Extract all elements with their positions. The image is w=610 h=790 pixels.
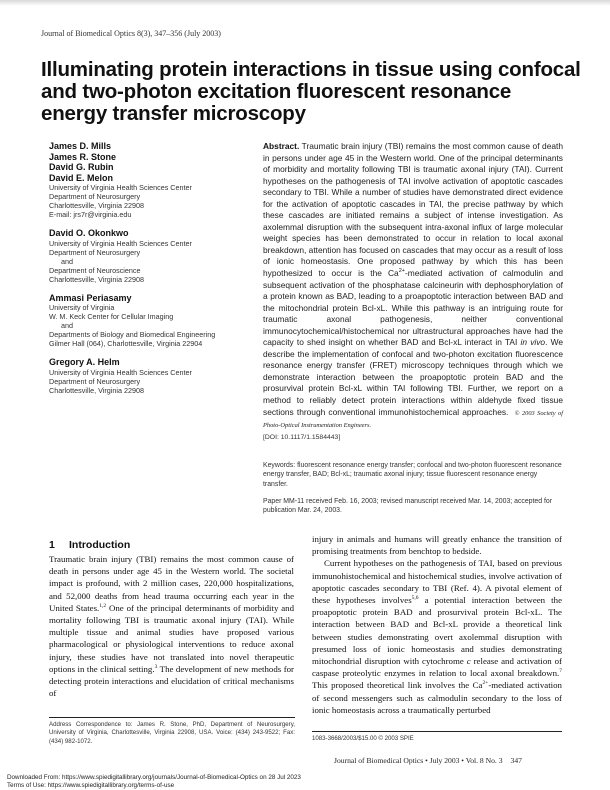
affiliation-line: and	[61, 321, 73, 330]
paragraph-text: Traumatic brain injury (TBI) remains the most common cause of death in persons under age 45 in the Western world. The societal impact is profound, with 2 million cases, 220,000 hospitalizations, and 52,000 deaths from head trauma occurring each year in the United States.	[49, 554, 294, 613]
italic-term: c	[466, 656, 471, 667]
citation[interactable]: 3	[154, 663, 158, 670]
abstract-italic: in vivo	[520, 337, 546, 348]
affiliation-line: Gilmer Hall (064), Charlottesville, Virginia 22904	[49, 339, 203, 348]
affiliation-line: Department of Neuroscience	[49, 265, 141, 275]
paragraph-text: This proposed theoretical link involves the Ca	[312, 680, 483, 691]
affiliation-line: University of Virginia Health Sciences Center	[49, 238, 192, 248]
author-name: James R. Stone	[49, 151, 117, 162]
author-group	[49, 228, 264, 284]
email[interactable]: E-mail: jrs7r@virginia.edu	[49, 210, 132, 219]
paragraph: injury in animals and humans will greatly enhance the transition of promising treatments from benchtop to bedside.	[312, 534, 562, 557]
author-name: Gregory A. Helm	[49, 357, 120, 367]
paragraph-text: -mediated activation of second messengers such as calmodulin secondary to the loss of ionic homeostasis across a traumatically perturbed	[312, 680, 562, 715]
abstract-text: . We describe the implementation of confocal and two-photon excitation fluorescence resonance energy transfer (FRET) microscopy techniques through which we demonstrate interaction between the proapoptotic protein BAD and the prosurvival protein Bcl-xL within TAI following TBI. Further, we report on a method to reliably detect protein interactions within aldehyde fixed tissue sections through conventional immunohistochemical approaches.	[263, 337, 563, 417]
affiliation-line: Charlottesville, Virginia 22908	[49, 274, 144, 284]
section-title: Introduction	[69, 539, 131, 551]
affiliation-line: Department of Neurosurgery	[49, 247, 141, 257]
issn-divider	[312, 731, 562, 732]
affiliation-line: Department of Neurosurgery	[49, 376, 141, 386]
affiliation-line: Department of Neurosurgery	[49, 192, 141, 201]
affiliation-line: and	[61, 256, 73, 266]
superscript: 2+	[482, 680, 489, 687]
abstract-label: Abstract.	[263, 141, 300, 151]
footer-journal-info: Journal of Biomedical Optics • July 2003 • Vol. 8 No. 3	[334, 756, 503, 765]
author-name: James D. Mills	[49, 141, 112, 151]
page-footer	[334, 756, 522, 765]
author-name: David E. Melon	[49, 172, 114, 183]
paragraph	[49, 553, 294, 699]
correspondence-footnote: Address Correspondence to: James R. Stone, PhD, Department of Neurosurgery, University of Virginia, Charlottesville, Virginia 22908, USA. Voice: (434) 243-9522; Fax: (434) 982-1072.	[49, 721, 295, 745]
affiliation-line: University of Virginia Health Sciences Center	[49, 183, 192, 192]
author-name: David G. Rubin	[49, 162, 114, 172]
affiliation-line: University of Virginia	[49, 303, 115, 312]
copyright-notice: © 2003 Society of Photo-Optical Instrumentation Engineers.	[263, 409, 563, 430]
abstract-text: Traumatic brain injury (TBI) remains the most common cause of death in persons under age 45 in the Western world. One of the principal determinants of morbidity and mortality following TBI is traumatic axonal injury (TAI). Current hypotheses on the pathogenesis of TAI involve activation of apoptotic cascades secondary to TBI. While a number of studies have demonstrated direct evidence for the activation of apoptotic cascades in TAI, the precise pathway by which these cascades are initiated remains a subject of intense investigation. As axolemmal disruption with the subsequent intra-axonal influx of large molecular weight species has been demonstrated to occur in relation to local axonal breakdown, attention has focused on cascades that may occur as a result of loss of ionic homeostasis. One proposed pathway by which this has been hypothesized to occur is the Ca	[263, 141, 563, 279]
download-notice	[7, 774, 301, 790]
author-group	[49, 293, 264, 349]
section-heading	[49, 539, 130, 551]
paragraph	[312, 557, 562, 716]
terms-of-use-link[interactable]: Terms of Use: https://www.spiedigitallibrary.org/terms-of-use	[7, 782, 175, 789]
body-column-right	[312, 533, 562, 716]
affiliation-line: University of Virginia Health Sciences Center	[49, 367, 192, 377]
download-source-link[interactable]: Downloaded From: https://www.spiedigitallibrary.org/journals/Journal-of-Biomedical-Optics on 28 Jul 2023	[7, 774, 301, 781]
paragraph-text: a potential interaction between the proapoptotic protein BAD and prosurvival protein Bcl-xL. The interaction between BAD and Bcl-xL provide a theoretical link between studies demonstrating overt axolemmal disruption with presumed loss of ionic homeostasis and studies demonstrating mitochondrial disruption with cytochrome	[312, 595, 562, 667]
paragraph-text: Current hypotheses on the pathogenesis of TAI, based on previous immunohistochemical and histochemical studies, involve activation of apoptotic cascades secondary to TBI (Ref. 4). A pivotal element of these hypotheses involves	[312, 558, 562, 606]
doi[interactable]: [DOI: 10.1117/1.1584443]	[263, 433, 341, 441]
footnote-divider	[49, 717, 295, 718]
affiliation-line: Charlottesville, Virginia 22908	[49, 385, 144, 395]
affiliation-line: Charlottesville, Virginia 22908	[49, 201, 144, 210]
received-dates: Paper MM-11 received Feb. 16, 2003; revised manuscript received Mar. 14, 2003; accepted for publication Mar. 24, 2003.	[263, 498, 553, 515]
abstract	[263, 141, 563, 442]
body-column-left	[49, 553, 294, 699]
superscript: 2+	[398, 268, 405, 275]
paragraph-text: One of the principal determinants of morbidity and mortality following TBI is traumatic axonal injury (TAI). While multiple tissue and animal studies have proposed various pharmacological or physiological interventions to reduce axonal injury, these studies have not translated into novel therapeutic options in the clinical setting.	[49, 602, 294, 674]
author-name: Ammasi Periasamy	[49, 292, 132, 303]
paper-title: Illuminating protein interactions in tissue using confocal and two-photon excitation fluorescent resonance energy transfer microscopy	[41, 58, 581, 125]
abstract-text: -mediated activation of calmodulin and subsequent activation of the phosphatase calcineurin with dephosphorylation of a protein known as BAD, leading to a proapoptotic interaction between BAD and the mitochondrial protein Bcl-xL. While this pathway is an intriguing route for traumatic axonal pathogenesis, neither conventional immunocytochemical/histochemical nor ultrastructural approaches have had the capacity to shed insight on whether BAD and Bcl-xL interact in TAI	[263, 268, 563, 348]
issn-line: 1083-3668/2003/$15.00 © 2003 SPIE	[312, 735, 414, 742]
citation[interactable]: 5,6	[411, 595, 419, 602]
author-group	[49, 357, 264, 395]
author-list	[49, 141, 264, 404]
keywords: Keywords: fluorescent resonance energy transfer; confocal and two-photon fluorescent resonance energy transfer, BAD; Bcl-xL; traumatic axonal injury; tissue fluorescent resonance energy transfer.	[263, 462, 562, 488]
author-group	[49, 141, 264, 219]
author-name: David O. Okonkwo	[49, 228, 129, 238]
section-number: 1	[49, 539, 55, 551]
affiliation-line: W. M. Keck Center for Cellular Imaging	[49, 312, 174, 321]
paragraph-text: The development of new methods for detecting protein interactions and elucidation of critical mechanisms of	[49, 663, 295, 699]
viewer-top-shadow	[0, 0, 610, 6]
citation[interactable]: 7	[559, 668, 562, 675]
journal-header: Journal of Biomedical Optics 8(3), 347–356 (July 2003)	[41, 29, 221, 38]
paragraph-text: release and activation of caspase proteolytic enzymes in relation to local axonal breakdown.	[312, 656, 562, 679]
page-number: 347	[510, 756, 522, 765]
affiliation-line: Departments of Biology and Biomedical Engineering	[49, 330, 216, 339]
citation[interactable]: 1,2	[99, 602, 107, 609]
